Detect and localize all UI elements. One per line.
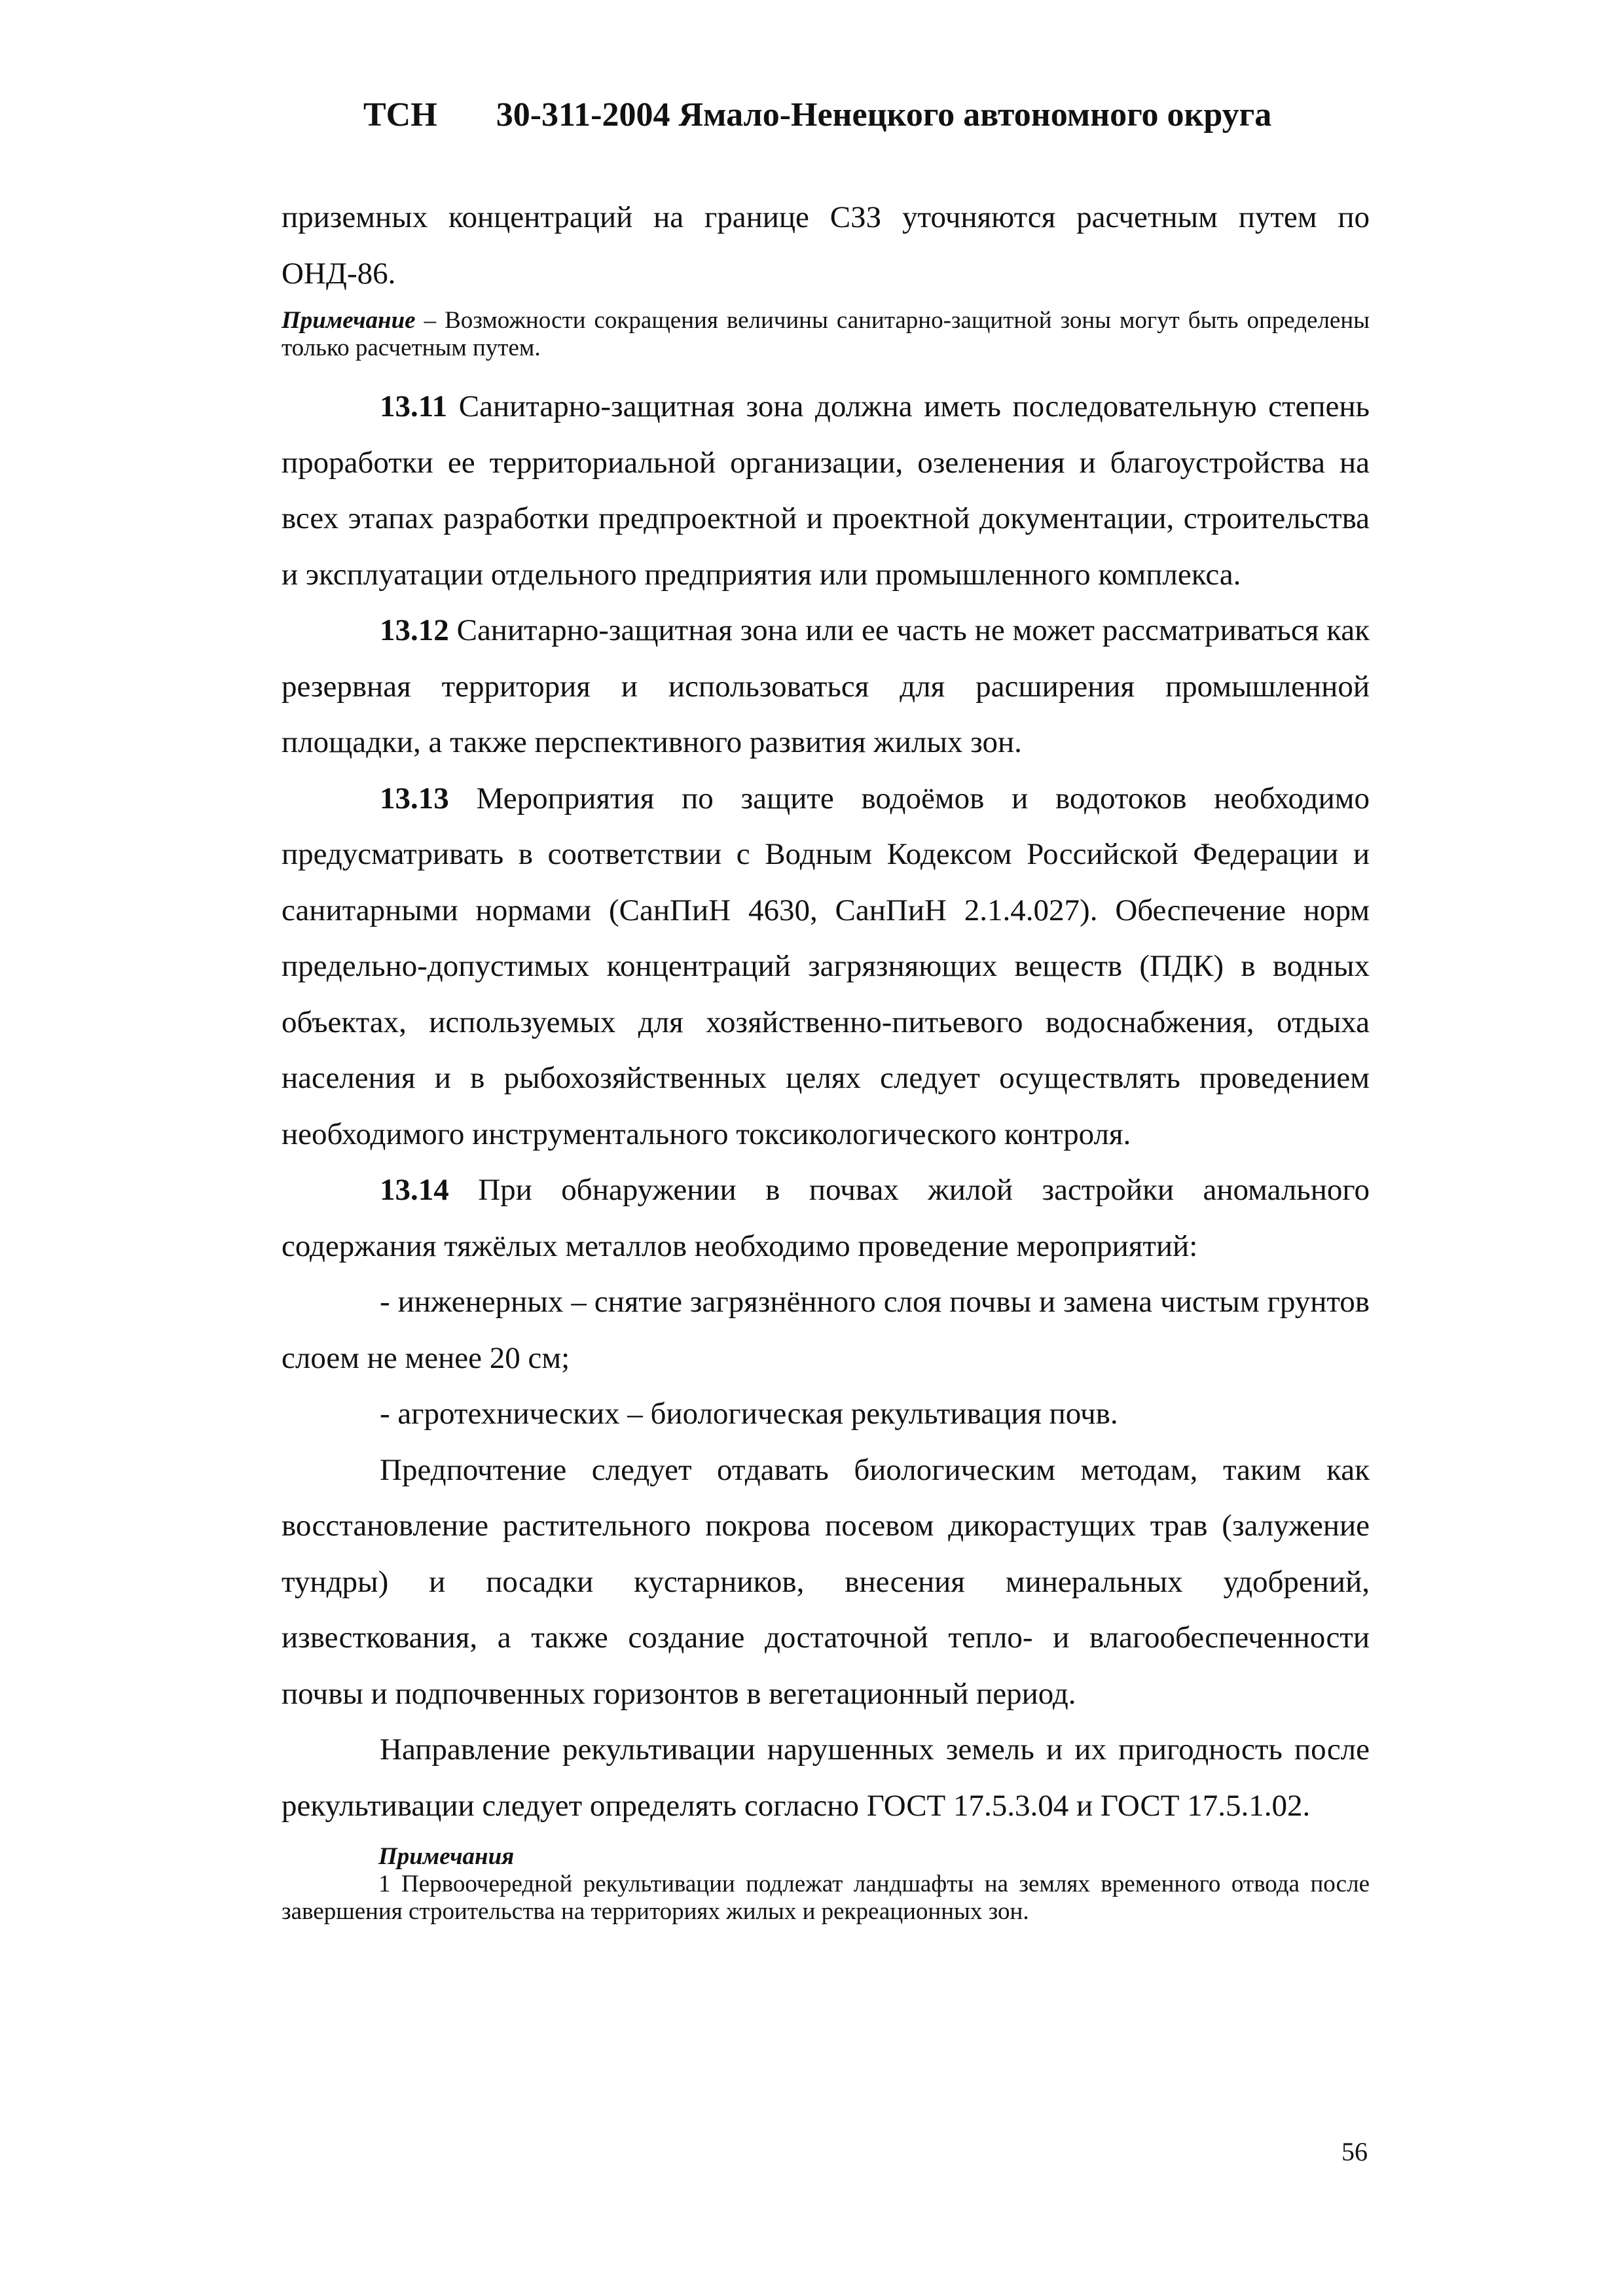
- paragraph-szz: приземных концентраций на границе СЗЗ уточняются расчетным путем по ОНД-86.: [282, 200, 1370, 291]
- section-13-13-number: 13.13: [380, 781, 449, 816]
- section-13-11-text: Санитарно-защитная зона должна иметь последовательную степень проработки ее территориальной организации, озеленения и благоустройства на всех этапах разработки предпроектной и проектной документации, строительства и эксплуатации отдельного предприятия или промышленного комплекса.: [282, 389, 1370, 592]
- header-code: 30-311-2004 Ямало-Ненецкого автономного округа: [496, 96, 1272, 134]
- note-1-label: Примечание: [282, 307, 416, 334]
- section-13-14-text: При обнаружении в почвах жилой застройки аномального содержания тяжёлых металлов необходимо проведение мероприятий:: [282, 1173, 1370, 1263]
- section-13-12: [282, 603, 1370, 771]
- section-13-11: [282, 379, 1370, 603]
- section-13-14: [282, 1162, 1370, 1274]
- section-13-12-text: Санитарно-защитная зона или ее часть не может рассматриваться как резервная территория и использоваться для расширения промышленной площадки, а также перспективного развития жилых зон.: [282, 613, 1370, 759]
- list-item-engineering: - инженерных – снятие загрязнённого слоя почвы и замена чистым грунтов слоем не менее 20 см;: [282, 1285, 1370, 1375]
- paragraph-direction: Направление рекультивации нарушенных земель и их пригодность после рекультивации следует определять согласно ГОСТ 17.5.3.04 и ГОСТ 17.5.1.02.: [282, 1732, 1370, 1823]
- section-13-12-number: 13.12: [380, 613, 449, 647]
- notes-title: Примечания: [378, 1843, 515, 1870]
- section-13-13: [282, 771, 1370, 1163]
- page-number: 56: [1341, 2137, 1368, 2166]
- header-abbr: ТСН: [363, 96, 437, 134]
- note-1: [282, 307, 1370, 362]
- section-13-11-number: 13.11: [380, 389, 448, 423]
- paragraph-preference: Предпочтение следует отдавать биологическим методам, таким как восстановление растительного покрова посевом дикорастущих трав (залужение тундры) и посадки кустарников, внесения минеральных удобрений, известкования, а также создание достаточной тепло- и влагообеспеченности почвы и подпочвенных горизонтов в вегетационный период.: [282, 1452, 1370, 1711]
- note-2: [282, 1871, 1370, 1926]
- page-content: [282, 190, 1370, 1926]
- list-item-agrotechnical: - агротехнических – биологическая рекультивация почв.: [380, 1397, 1118, 1431]
- note-1-text: – Возможности сокращения величины санитарно-защитной зоны могут быть определены только расчетным путем.: [282, 307, 1370, 361]
- section-13-13-text: Мероприятия по защите водоёмов и водотоков необходимо предусматривать в соответствии с Водным Кодексом Российской Федерации и санитарными нормами (СанПиН 4630, СанПиН 2.1.4.027). Обеспечение норм предельно-допустимых концентраций загрязняющих веществ (ПДК) в водных объектах, используемых для хозяйственно-питьевого водоснабжения, отдыха населения и в рыбохозяйственных целях следует осуществлять проведением необходимого инструментального токсикологического контроля.: [282, 781, 1370, 1151]
- section-13-14-number: 13.14: [380, 1173, 449, 1207]
- note-2-text: 1 Первоочередной рекультивации подлежат ландшафты на землях временного отвода после завершения строительства на территориях жилых и рекреационных зон.: [282, 1871, 1370, 1925]
- page-header: [363, 98, 1385, 132]
